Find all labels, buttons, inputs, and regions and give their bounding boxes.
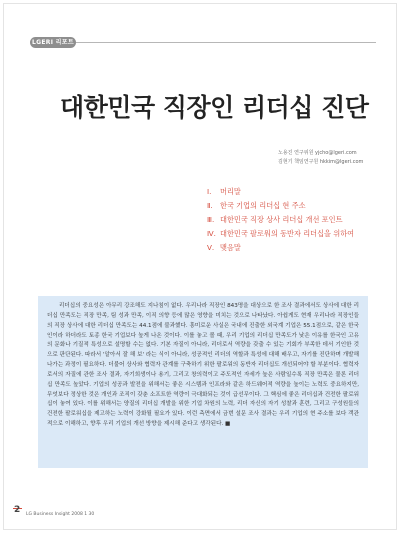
toc-label: 머리말 [220, 187, 241, 196]
toc-number: Ⅲ. [207, 215, 215, 224]
toc-item-intro[interactable] [207, 185, 354, 199]
series-label-badge: LGERI 리포트 [30, 37, 76, 48]
toc-label: 한국 기업의 리더십 현 주소 [220, 201, 306, 210]
author-2-email[interactable]: hkkim@lgeri.com [319, 159, 364, 165]
author-2 [278, 158, 363, 167]
author-block [278, 149, 363, 167]
author-1 [278, 149, 363, 158]
toc-item-current-state[interactable] [207, 199, 354, 213]
toc-number: Ⅰ. [207, 187, 212, 196]
toc-label: 대한민국 팔로워의 동반자 리더십을 위하여 [220, 229, 355, 238]
author-1-email[interactable]: yjcho@lgeri.com [315, 150, 357, 156]
toc-number: Ⅳ. [207, 229, 216, 238]
toc-item-improvement-points[interactable] [207, 213, 354, 227]
toc-item-followership[interactable] [207, 227, 354, 241]
toc-item-conclusion[interactable] [207, 241, 354, 255]
page-title: 대한민국 직장인 리더십 진단 [60, 93, 369, 122]
journal-name: LG Business Insight 2008 1 30 [26, 512, 95, 517]
toc-label: 대한민국 직장 상사 리더십 개선 포인트 [220, 215, 343, 224]
author-1-name: 노용진 연구위원 [278, 150, 314, 156]
table-of-contents [207, 185, 354, 255]
toc-number: Ⅱ. [207, 201, 213, 210]
header-rule [76, 42, 376, 43]
toc-number: Ⅴ. [207, 243, 215, 252]
page-number: 2 [14, 505, 21, 515]
author-2-name: 김현기 책임연구원 [278, 159, 319, 165]
summary-text: 리더십의 중요성은 아무리 강조해도 지나침이 없다. 우리나라 직장인 843명을 대상으로 한 조사 결과에서도 상사에 대한 리더십 만족도는 직장 만족, 팀 성과 만족, 이직 의향 등에 많은 영향을 미치는 것으로 나타났다. 아쉽게도 현재 우리나라 직장인들의 직장 상사에 대한 리더십 만족도는 44.1점에 불과했다. 흥미로운 사실은 국내에 진출한 외국계 기업은 55.1점으로, 같은 한국인이라 하더라도 토종 한국 기업보다 높게 나온 것이다. 이를 놓고 볼 때, 우리 기업의 리더십 만족도가 낮은 이유를 한국인 고유의 문화나 기질적 특성으로 설명할 수는 없다. 기본 자질이 아니라, 리더로서 역량을 갖출 수 있는 기회가 부족한 데서 기인한 것으로 판단된다. 따라서 '알아서 잘 해 보' 라는 식이 아니라, 성공적인 리더의 역할과 특성에 대해 배우고, 자기를 진단하며 개발해 나가는 과정이 필요하다. 더불어 상사와 협력자 관계를 구축하기 위한 팔로워의 동반자 리더십도 개선되어야 할 부분이다. 협력자로서의 자질에 관한 조사 결과, 자기희생이나 용기, 그리고 창의력이고 주도적인 자세가 높은 사람일수록 직장 만족은 물론 리더십 만족도 높았다. 기업의 성공과 발전을 위해서는 좋은 시스템과 인프라와 같은 하드웨어적 역량을 높이는 노력도 중요하지만, 무엇보다 정상한 것은 개인과 조직이 갖춘 소프트한 역량이 극대화되는 것이 급선무이다. 그 핵심에 좋은 리더십과 건전한 팔로워십이 놓여 있다. 이를 위해서는 양질의 리더십 개발을 위한 기업 차원의 노력, 리더 자신의 자기 성찰과 훈련, 그리고 구성원들의 건전한 팔로워십을 제고하는 노력이 강화될 필요가 있다. 이런 측면에서 금번 설문 조사 결과는 우리 기업의 현 주소를 보다 객관적으로 이해하고, 향후 우리 기업의 개선 방향을 제시해 준다고 생각된다. ■ [47, 303, 359, 428]
toc-label: 맺음말 [220, 243, 241, 252]
